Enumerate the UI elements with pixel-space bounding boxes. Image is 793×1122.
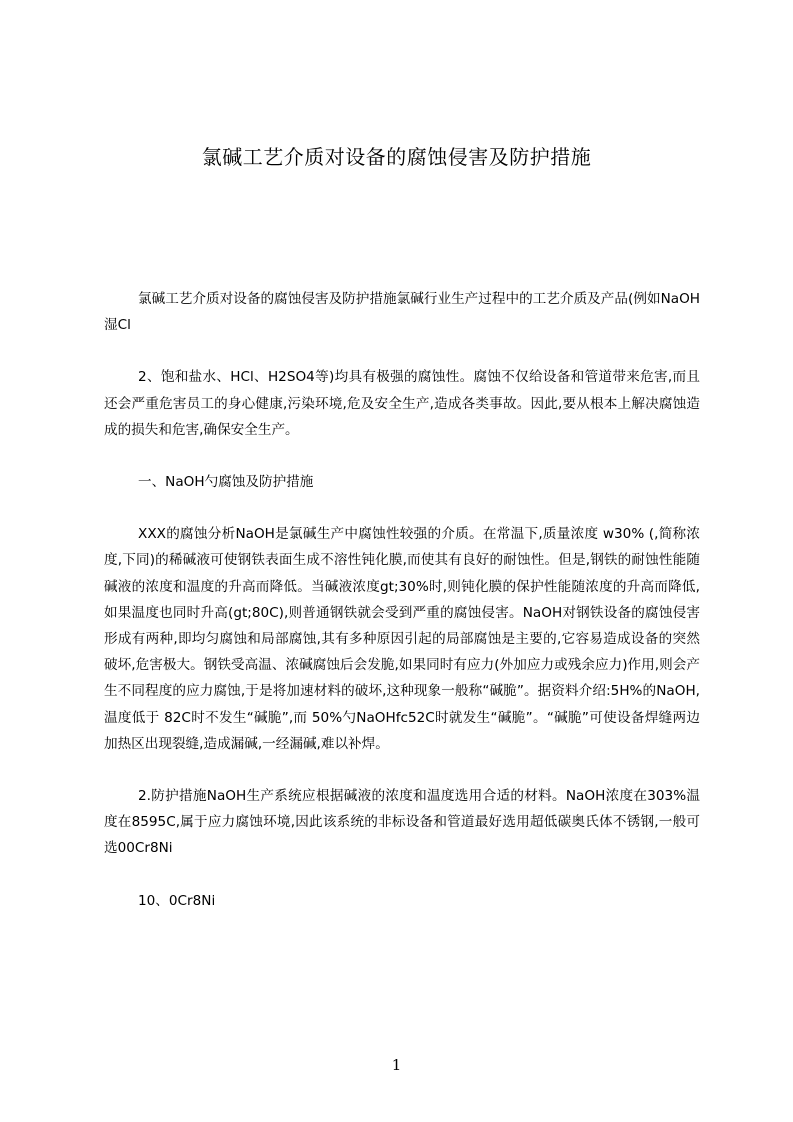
paragraph-corrosion-overview: 2、饱和盐水、HCl、H2SO4等)均具有极强的腐蚀性。腐蚀不仅给设备和管道带来危害,而且还会严重危害员工的身心健康,污染环境,危及安全生产,造成各类事故。因此,要从根本上解决腐蚀造成的损失和危害,确保安全生产。 (104, 369, 700, 438)
paragraph-intro: 氯碱工艺介质对设备的腐蚀侵害及防护措施氯碱行业生产过程中的工艺介质及产品(例如NaOH湿Cl (104, 291, 700, 334)
paragraph-naoh-analysis: XXX的腐蚀分析NaOH是氯碱生产中腐蚀性较强的介质。在常温下,质量浓度 w30% (,简称浓度,下同)的稀碱液可使钢铁表面生成不溶性钝化膜,而使其有良好的耐蚀性。但是,钢铁的耐蚀性能随碱液的浓度和温度的升高而降低。当碱液浓度gt;30%时,则钝化膜的保护性能随浓度的升高而降低,如果温度也同时升高(gt;80C),则普通钢铁就会受到严重的腐蚀侵害。NaOH对钢铁设备的腐蚀侵害形成有两种,即均匀腐蚀和局部腐蚀,其有多种原因引起的局部腐蚀是主要的,它容易造成设备的突然破坏,危害极大。钢铁受高温、浓碱腐蚀后会发脆,如果同时有应力(外加应力或残余应力)作用,则会产生不同程度的应力腐蚀,于是将加速材料的破坏,这种现象一般称“碱脆”。据资料介绍:5H%的NaOH,温度低于 82C时不发生“碱脆”,而 50%勺NaOHfc52C时就发生“碱脆”。“碱脆”可使设备焊缝两边加热区出现裂缝,造成漏碱,一经漏碱,难以补焊。 (104, 526, 700, 752)
document-body (104, 286, 700, 940)
document-title: 氯碱工艺介质对设备的腐蚀侵害及防护措施 (201, 145, 592, 169)
section-heading-naoh: 一、NaOH勺腐蚀及防护措施 (138, 474, 314, 491)
paragraph-material-grade: 10、0Cr8Ni (138, 892, 216, 909)
page-number: 1 (391, 1056, 402, 1074)
paragraph-protection-measures: 2.防护措施NaOH生产系统应根据碱液的浓度和温度选用合适的材料。NaOH浓度在303%温度在8595C,属于应力腐蚀环境,因此该系统的非标设备和管道最好选用超低碳奥氏体不锈钢,一般可选00Cr8Ni (104, 788, 700, 857)
